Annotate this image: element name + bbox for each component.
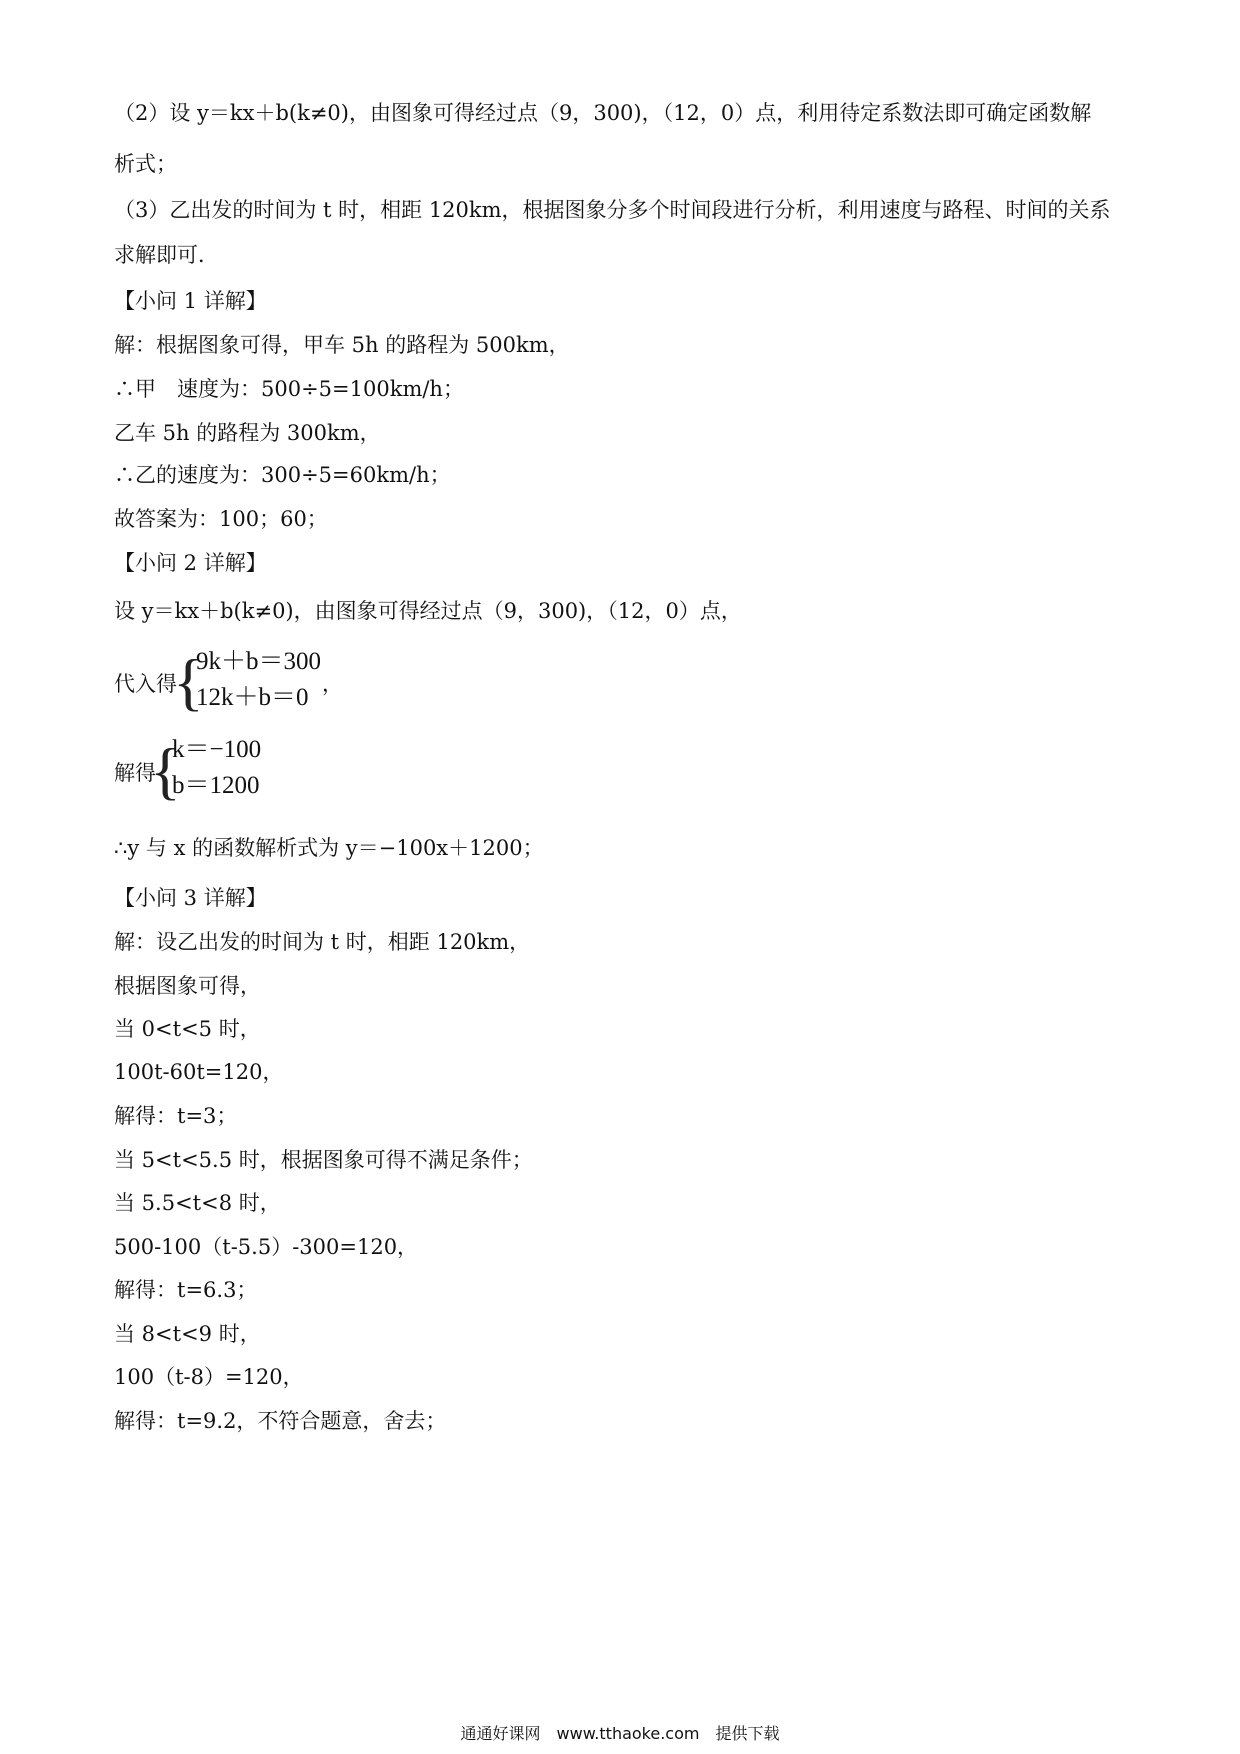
problem2-hint-line1: （2）设 y＝kx＋b(k≠0)，由图象可得经过点（9，300)，（12，0）点，利用待定系数法即可确定函数解 (114, 101, 1092, 125)
substitution-tail: ， (322, 672, 343, 696)
section3-line-11: 100（t-8）=120， (114, 1365, 304, 1389)
section3-line-10: 当 8<t<9 时， (114, 1322, 261, 1346)
section3-line-3: 当 0<t<5 时， (114, 1017, 261, 1041)
section3-line-5: 解得：t=3； (114, 1104, 238, 1128)
section1-line-1: 解：根据图象可得，甲车 5h 的路程为 500km， (114, 333, 570, 357)
solution-label: 解得 (114, 761, 156, 785)
section1-line-5: 故答案为：100；60； (114, 507, 328, 531)
section3-line-6: 当 5<t<5.5 时，根据图象可得不满足条件； (114, 1148, 533, 1172)
section2-conclusion: ∴y 与 x 的函数解析式为 y＝−100x＋1200； (114, 836, 544, 860)
solution-brace: { (150, 735, 181, 806)
section3-line-1: 解：设乙出发的时间为 t 时，相距 120km， (114, 930, 531, 954)
section3-line-7: 当 5.5<t<8 时， (114, 1191, 281, 1215)
solution-eq-1: k＝−100 (172, 736, 262, 763)
problem3-hint-line2: 求解即可． (114, 243, 219, 267)
section3-line-9: 解得：t=6.3； (114, 1278, 258, 1302)
section1-line-4: ∴乙的速度为：300÷5=60km/h； (114, 463, 451, 487)
problem2-hint-line2: 析式； (114, 152, 177, 176)
solution-eq-2: b＝1200 (172, 772, 260, 799)
substitution-eq-1: 9k＋b＝300 (196, 648, 322, 675)
section1-title: 【小问 1 详解】 (114, 289, 267, 313)
section2-title: 【小问 2 详解】 (114, 551, 267, 575)
problem3-hint-line1: （3）乙出发的时间为 t 时，相距 120km，根据图象分多个时间段进行分析，利用速度与路程、时间的关系 (114, 198, 1111, 222)
substitution-label: 代入得 (114, 672, 177, 696)
substitution-eq-2: 12k＋b＝0 (196, 684, 309, 711)
section1-line-2: ∴甲 速度为：500÷5=100km/h； (114, 377, 464, 401)
section3-line-2: 根据图象可得， (114, 974, 261, 998)
section3-title: 【小问 3 详解】 (114, 886, 267, 910)
solution-system (172, 732, 261, 804)
section3-line-12: 解得：t=9.2，不符合题意，舍去； (114, 1409, 447, 1433)
substitution-system (196, 644, 321, 716)
section3-line-4: 100t-60t=120， (114, 1060, 284, 1084)
section1-line-3: 乙车 5h 的路程为 300km， (114, 421, 381, 445)
substitution-brace: { (173, 646, 204, 717)
page-footer: 通通好课网 www.tthaoke.com 提供下载 (460, 1724, 780, 1743)
section3-line-8: 500-100（t-5.5）-300=120， (114, 1235, 419, 1259)
section2-setup: 设 y＝kx＋b(k≠0)，由图象可得经过点（9，300)，（12，0）点， (114, 599, 742, 623)
